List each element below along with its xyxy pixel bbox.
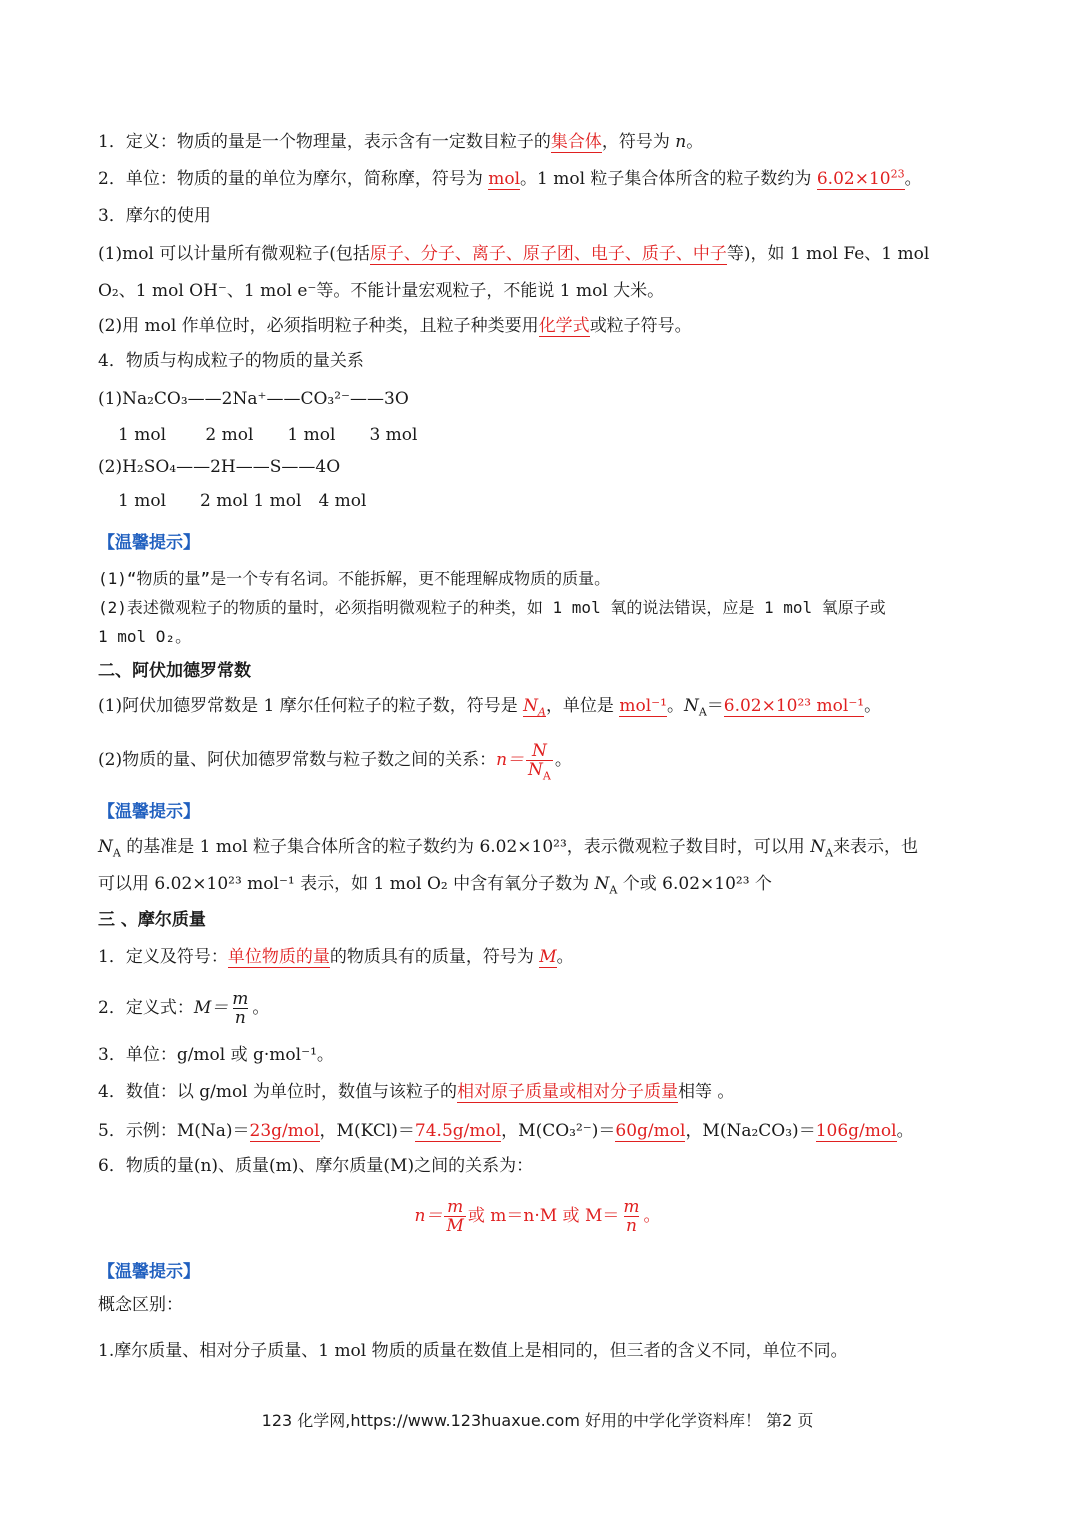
text: 。 — [904, 169, 922, 189]
answer-blank — [817, 169, 905, 190]
page-footer: 123 化学网,https://www.123huaxue.com 好用的中学化学资料库！ 第2 页 — [261, 1411, 814, 1430]
text: (2)物质的量、阿伏加德罗常数与粒子数之间的关系： — [98, 750, 497, 770]
s1-line-6 — [98, 315, 692, 337]
s1-line-7: 4．物质与构成粒子的物质的量关系 — [98, 351, 364, 371]
text: 2．定义式： — [98, 998, 194, 1018]
text: 4．数值：以 g/mol 为单位时，数值与该粒子的 — [98, 1082, 458, 1102]
text: 的基准是 1 mol 粒子集合体所含的粒子数约为 6.02×10²³，表示微观粒子数目时，可以用 — [120, 837, 811, 857]
answer-blank: 相对原子质量或相对分子质量 — [457, 1082, 679, 1102]
text: 。 — [643, 1206, 661, 1226]
tip1-p1: (1)“物质的量”是一个专有名词。不能拆解，更不能理解成物质的质量。 — [98, 569, 611, 588]
text: 1．定义：物质的量是一个物理量，表示含有一定数目粒子的 — [98, 132, 551, 152]
denominator: n — [625, 1216, 637, 1236]
denominator: M — [446, 1216, 464, 1236]
tip-title-1: 【温馨提示】 — [98, 533, 200, 553]
fraction — [621, 1198, 641, 1235]
text: 可以用 6.02×10²³ mol⁻¹ 表示，如 1 mol O₂ 中含有氧分子数为 — [98, 874, 595, 894]
s1-line-5: O₂、1 mol OH⁻、1 mol e⁻等。不能计量宏观粒子，不能说 1 mol 大米。 — [98, 281, 665, 301]
answer-blank: 单位物质的量 — [227, 947, 330, 967]
text: 5．示例：M(Na)＝ — [98, 1121, 250, 1141]
answer-blank: 60g/mol — [615, 1121, 686, 1141]
s2-line-1 — [98, 695, 881, 717]
s2-line-2 — [98, 740, 572, 783]
s1-line-10: (2)H₂SO₄——2H——S——4O — [98, 457, 341, 477]
text: (1)阿伏加德罗常数是 1 摩尔任何粒子的粒子数，符号是 — [98, 696, 524, 716]
text: ，单位是 — [545, 696, 620, 716]
s1-line-4 — [98, 243, 929, 265]
answer-blank: 化学式 — [538, 316, 590, 336]
tip3-p1: 概念区别： — [98, 1295, 183, 1315]
text: 1．定义及符号： — [98, 947, 228, 967]
text: 个或 6.02×10²³ 个 — [617, 874, 772, 894]
text: 6.02×10 — [816, 169, 891, 189]
tip-title-2: 【温馨提示】 — [98, 802, 200, 822]
text: 。 — [556, 947, 574, 967]
text: 。 — [252, 998, 270, 1018]
fraction — [444, 1198, 465, 1235]
text: ＝ — [706, 696, 724, 716]
formula-lhs: n＝ — [496, 750, 525, 770]
s3-line-3: 3．单位：g/mol 或 g·mol⁻¹。 — [98, 1045, 334, 1065]
subscript: A — [112, 846, 121, 860]
subscript: A — [698, 705, 707, 719]
answer-blank: 106g/mol — [815, 1121, 897, 1141]
symbol-na: N — [594, 874, 610, 894]
formula-middle: 或 m＝n·M 或 M＝ — [467, 1206, 620, 1226]
denominator — [526, 760, 553, 783]
text: N — [528, 760, 543, 780]
s3-line-2 — [98, 988, 269, 1028]
s1-line-2 — [98, 168, 922, 190]
text: 。 — [896, 1121, 914, 1141]
answer-blank: 集合体 — [550, 132, 602, 152]
tip1-p3: 1 mol O₂。 — [98, 627, 192, 646]
answer-blank — [523, 696, 546, 717]
tip2-p2 — [98, 873, 772, 895]
symbol-na: N — [810, 837, 826, 857]
answer-blank: mol — [488, 169, 521, 189]
symbol-na: N — [683, 696, 699, 716]
tip2-p1 — [98, 836, 918, 858]
text: 2．单位：物质的量的单位为摩尔，简称摩，符号为 — [98, 169, 489, 189]
text: N — [523, 696, 538, 716]
fraction — [230, 990, 250, 1027]
text: ，符号为 — [601, 132, 676, 152]
subscript: A — [609, 883, 618, 897]
s3-line-1 — [98, 946, 574, 968]
text: (2)用 mol 作单位时，必须指明粒子种类，且粒子种类要用 — [98, 316, 539, 336]
tip3-p2: 1.摩尔质量、相对分子质量、1 mol 物质的质量在数值上是相同的，但三者的含义不同，单位不同。 — [98, 1341, 848, 1361]
answer-blank: 6.02×10²³ mol⁻¹ — [723, 696, 865, 716]
fraction — [526, 741, 553, 783]
numerator: m — [623, 1197, 640, 1217]
superscript: 23 — [890, 167, 905, 181]
answer-blank: 74.5g/mol — [414, 1121, 502, 1141]
symbol-na: N — [98, 837, 113, 857]
formula-n: n＝ — [414, 1206, 443, 1226]
relation-formula — [0, 1196, 1075, 1236]
text: 。 — [666, 696, 684, 716]
text: 相等 。 — [678, 1082, 735, 1102]
section-heading-2: 二、阿伏加德罗常数 — [98, 661, 251, 681]
answer-blank: M — [539, 947, 557, 967]
symbol-n: n — [675, 132, 687, 152]
text: 的物质具有的质量，符号为 — [329, 947, 540, 967]
subscript: A — [537, 705, 546, 719]
tip-title-3: 【温馨提示】 — [98, 1262, 200, 1282]
s3-line-6: 6．物质的量(n)、质量(m)、摩尔质量(M)之间的关系为： — [98, 1156, 534, 1176]
denominator: n — [234, 1008, 246, 1028]
text: ，M(CO₃²⁻)＝ — [501, 1121, 616, 1141]
s3-line-5 — [98, 1120, 914, 1142]
s1-line-11: 1 mol 2 mol 1 mol 4 mol — [118, 491, 367, 511]
s1-line-1 — [98, 131, 703, 153]
formula-lhs: M＝ — [193, 998, 229, 1018]
answer-blank: mol⁻¹ — [619, 696, 667, 716]
s1-line-3: 3．摩尔的使用 — [98, 206, 211, 226]
text: 。 — [686, 132, 704, 152]
numerator: m — [447, 1197, 464, 1217]
numerator: N — [532, 741, 547, 761]
subscript: A — [542, 769, 551, 783]
s1-line-9: 1 mol 2 mol 1 mol 3 mol — [118, 425, 418, 445]
numerator: m — [232, 989, 249, 1009]
text: ，M(Na₂CO₃)＝ — [685, 1121, 816, 1141]
text: 。 — [554, 750, 572, 770]
tip1-p2: (2)表述微观粒子的物质的量时，必须指明微观粒子的种类，如 1 mol 氧的说法错误，应是 1 mol 氧原子或 — [98, 598, 886, 617]
text: 。 — [864, 696, 882, 716]
text: 来表示，也 — [833, 837, 919, 857]
subscript: A — [825, 846, 834, 860]
answer-blank: 原子、分子、离子、原子团、电子、质子、中子 — [369, 244, 727, 264]
s3-line-4 — [98, 1081, 734, 1103]
answer-blank: 23g/mol — [249, 1121, 320, 1141]
section-heading-3: 三 、摩尔质量 — [98, 910, 206, 930]
text: ，M(KCl)＝ — [319, 1121, 415, 1141]
s1-line-8: (1)Na₂CO₃——2Na⁺——CO₃²⁻——3O — [98, 389, 409, 409]
text: 或粒子符号。 — [589, 316, 692, 336]
text: 等)，如 1 mol Fe、1 mol — [726, 244, 930, 264]
text: (1)mol 可以计量所有微观粒子(包括 — [98, 244, 370, 264]
text: 。1 mol 粒子集合体所含的粒子数约为 — [520, 169, 817, 189]
